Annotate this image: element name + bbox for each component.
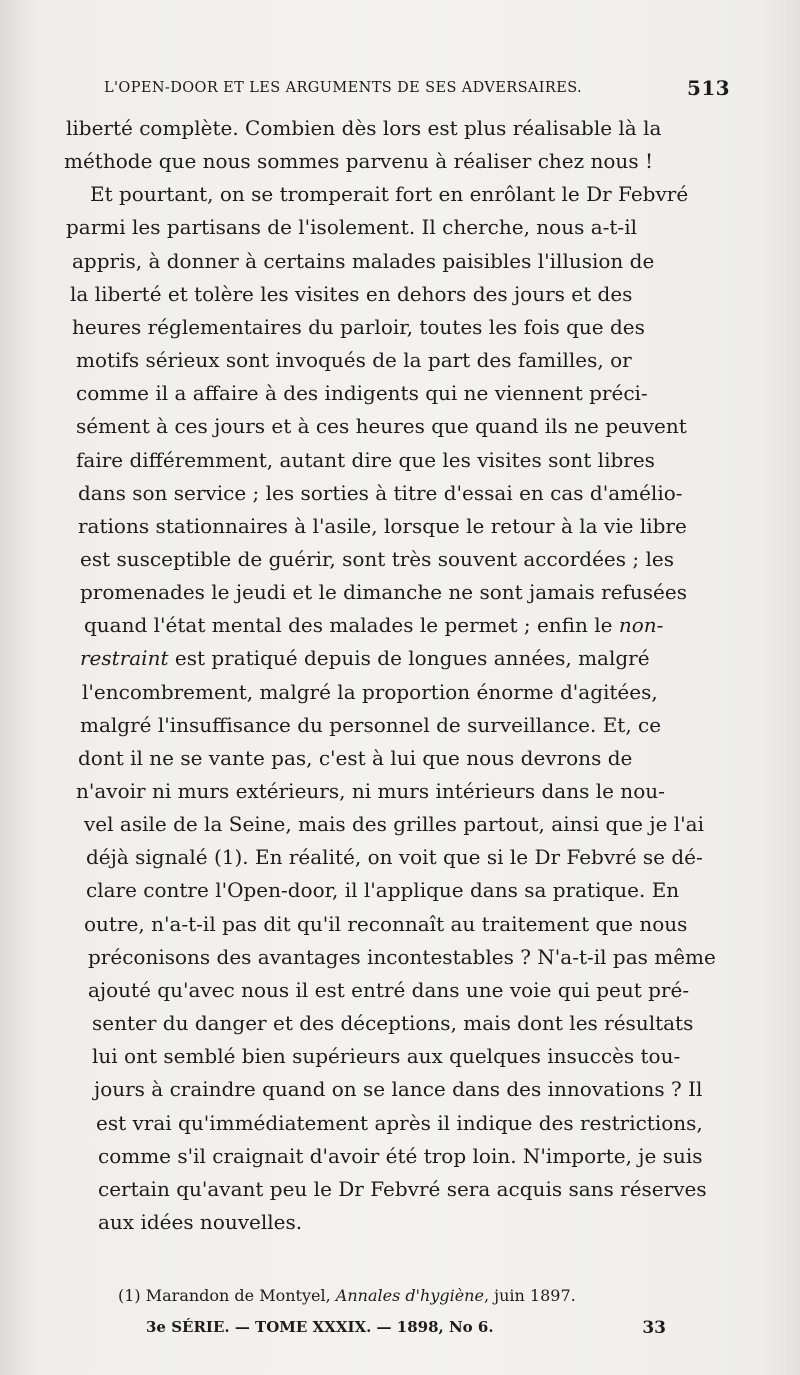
text-line: clare contre l'Open-door, il l'applique dans sa pratique. En: [86, 878, 680, 903]
text-line: jours à craindre quand on se lance dans des innovations ? Il: [94, 1077, 703, 1102]
text-line: lui ont semblé bien supérieurs aux quelques insuccès tou-: [92, 1044, 681, 1069]
text-line: préconisons des avantages incontestables ? N'a-t-il pas même: [88, 944, 716, 969]
footnote-text: (1) Marandon de Montyel,: [118, 1286, 336, 1305]
text-line: comme il a affaire à des indigents qui ne viennent préci-: [76, 381, 648, 406]
text-line: parmi les partisans de l'isolement. Il cherche, nous a-t-il: [66, 215, 637, 240]
text-line: promenades le jeudi et le dimanche ne sont jamais refusées: [80, 580, 687, 605]
text-line: aux idées nouvelles.: [98, 1209, 303, 1234]
text-line: outre, n'a-t-il pas dit qu'il reconnaît au traitement que nous: [84, 911, 688, 936]
text-line: rations stationnaires à l'asile, lorsque le retour à la vie libre: [78, 513, 687, 538]
text-line: certain qu'avant peu le Dr Febvré sera acquis sans réserves: [98, 1176, 707, 1201]
text-line: méthode que nous sommes parvenu à réaliser chez nous !: [64, 149, 653, 174]
text-line: ajouté qu'avec nous il est entré dans une voie qui peut pré-: [88, 977, 690, 1002]
text-line: senter du danger et des déceptions, mais dont les résultats: [92, 1011, 694, 1036]
text-line: vel asile de la Seine, mais des grilles partout, ainsi que je l'ai: [84, 812, 704, 837]
text-line: heures réglementaires du parloir, toutes les fois que des: [72, 314, 645, 339]
text-line: comme s'il craignait d'avoir été trop loin. N'importe, je suis: [98, 1143, 703, 1168]
text-line: liberté complète. Combien dès lors est plus réalisable là la: [66, 116, 662, 140]
text-line: dans son service ; les sorties à titre d'essai en cas d'amélio-: [78, 480, 683, 505]
text-line: est vrai qu'immédiatement après il indique des restrictions,: [96, 1110, 703, 1135]
text-line: déjà signalé (1). En réalité, on voit que si le Dr Febvré se dé-: [86, 845, 703, 870]
text-line: [80, 642, 650, 675]
text-line: est susceptible de guérir, sont très souvent accordées ; les: [80, 546, 674, 571]
text-segment: quand l'état mental des malades le permet ; enfin le: [84, 613, 619, 638]
text-line: n'avoir ni murs extérieurs, ni murs intérieurs dans le nou-: [76, 779, 665, 803]
italic-term: non-: [618, 613, 664, 638]
running-title: L'OPEN-DOOR ET LES ARGUMENTS DE SES ADVERSAIRES.: [104, 80, 583, 96]
signature-mark: 33: [642, 1318, 666, 1338]
footnote-journal-title: Annales d'hygiène: [335, 1286, 484, 1305]
text-line: faire différemment, autant dire que les visites sont libres: [76, 447, 655, 472]
text-line: sément à ces jours et à ces heures que quand ils ne peuvent: [76, 414, 687, 439]
running-head: [104, 76, 730, 106]
footnote-date: , juin 1897.: [483, 1286, 576, 1305]
text-line: la liberté et tolère les visites en dehors des jours et des: [70, 281, 633, 306]
text-line: dont il ne se vante pas, c'est à lui que nous devrons de: [78, 745, 633, 770]
text-segment: est pratiqué depuis de longues années, malgré: [168, 646, 650, 671]
text-line: appris, à donner à certains malades paisibles l'illusion de: [72, 248, 655, 273]
text-line: Et pourtant, on se tromperait fort en enrôlant le Dr Febvré: [90, 182, 689, 207]
text-line: motifs sérieux sont invoqués de la part des familles, or: [76, 348, 632, 373]
italic-term: restraint: [80, 646, 169, 671]
series-volume-info: 3e SÉRIE. — TOME XXXIX. — 1898, No 6.: [146, 1318, 494, 1336]
text-line: malgré l'insuffisance du personnel de surveillance. Et, ce: [80, 712, 662, 737]
text-line: l'encombrement, malgré la proportion énorme d'agitées,: [82, 679, 658, 704]
page-number: 513: [687, 76, 730, 100]
text-line: [84, 609, 663, 642]
footnote: [118, 1286, 576, 1305]
